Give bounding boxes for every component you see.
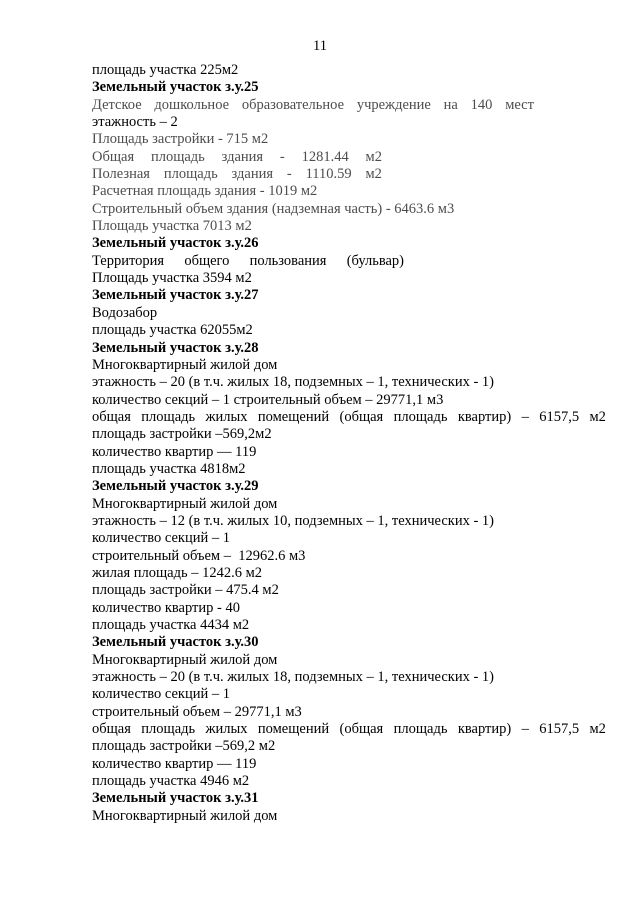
text-line: Водозабор: [92, 304, 158, 321]
plot-heading: Земельный участок з.у.26: [92, 235, 259, 252]
word: (общая: [339, 408, 384, 425]
text-line-justified: [92, 149, 382, 166]
plot-heading: Земельный участок з.у.31: [92, 790, 259, 807]
word: здания: [221, 148, 264, 165]
word: общая: [92, 408, 131, 425]
word: 1281.44: [301, 148, 349, 165]
word: квартир): [457, 721, 512, 738]
text-line: строительный объем – 12962.6 м3: [92, 547, 306, 564]
text-line-justified: [92, 97, 534, 114]
text-line-justified: [92, 721, 606, 738]
text-line: этажность – 20 (в т.ч. жилых 18, подземных – 1, технических - 1): [92, 374, 494, 391]
plot-heading: Земельный участок з.у.28: [92, 339, 259, 356]
word: м2: [365, 148, 382, 165]
text-line: Многоквартирный жилой дом: [92, 651, 278, 668]
text-line: площадь участка 62055м2: [92, 322, 253, 339]
word: Детское: [92, 96, 142, 113]
text-line-justified: [92, 253, 404, 270]
word: помещений: [257, 721, 330, 738]
text-line: Площадь застройки - 715 м2: [92, 131, 269, 148]
word: жилых: [205, 408, 248, 425]
word: общая: [92, 721, 131, 738]
word: площадь: [150, 148, 205, 165]
word: квартир): [457, 408, 512, 425]
text-line: количество квартир - 40: [92, 599, 240, 616]
text-line: жилая площадь – 1242.6 м2: [92, 564, 263, 581]
word: Территория: [92, 252, 165, 269]
text-line: площадь застройки – 475.4 м2: [92, 582, 279, 599]
text-line: Многоквартирный жилой дом: [92, 807, 278, 824]
text-line: количество квартир — 119: [92, 443, 257, 460]
text-line: строительный объем – 29771,1 м3: [92, 703, 302, 720]
word: площадь: [163, 166, 218, 183]
text-line: количество секций – 1 строительный объем – 29771,1 м3: [92, 391, 444, 408]
text-line: Многоквартирный жилой дом: [92, 356, 278, 373]
word: помещений: [257, 408, 330, 425]
plot-heading: Земельный участок з.у.30: [92, 634, 259, 651]
word: 140: [470, 96, 493, 113]
word: пользования: [249, 252, 327, 269]
text-line: Площадь участка 3594 м2: [92, 270, 252, 287]
text-line: этажность – 12 (в т.ч. жилых 10, подземных – 1, технических - 1): [92, 512, 494, 529]
text-line: этажность – 2: [92, 114, 178, 131]
word: Полезная: [92, 166, 150, 183]
plot-heading: Земельный участок з.у.29: [92, 478, 259, 495]
text-line: этажность – 20 (в т.ч. жилых 18, подземных – 1, технических - 1): [92, 669, 494, 686]
word: м2: [589, 721, 606, 738]
text-line: площадь участка 4818м2: [92, 460, 246, 477]
word: м2: [365, 166, 382, 183]
word: (бульвар): [346, 252, 404, 269]
word: площадь: [393, 721, 448, 738]
plot-heading: Земельный участок з.у.25: [92, 79, 259, 96]
word: 6157,5: [539, 408, 580, 425]
text-line: Строительный объем здания (надземная часть) - 6463.6 м3: [92, 200, 455, 217]
word: образовательное: [241, 96, 345, 113]
text-line: площадь участка 4946 м2: [92, 773, 250, 790]
word: площадь: [393, 408, 448, 425]
text-line: площадь участка 225м2: [92, 62, 239, 78]
text-line: Площадь участка 7013 м2: [92, 218, 252, 235]
word: –: [521, 408, 529, 425]
word: м2: [589, 408, 606, 425]
plot-heading: Земельный участок з.у.27: [92, 287, 259, 304]
document-body: [92, 62, 606, 825]
word: жилых: [205, 721, 248, 738]
word: Общая: [92, 148, 135, 165]
word: 1110.59: [305, 166, 352, 183]
text-line-justified: [92, 409, 606, 426]
word: площадь: [141, 408, 196, 425]
word: (общая: [339, 721, 384, 738]
word: -: [279, 148, 285, 165]
text-line: количество квартир — 119: [92, 755, 257, 772]
word: площадь: [141, 721, 196, 738]
word: -: [286, 166, 292, 183]
word: дошкольное: [154, 96, 230, 113]
text-line: площадь участка 4434 м2: [92, 617, 250, 633]
word: общего: [184, 252, 230, 269]
word: –: [521, 721, 529, 738]
text-line: Расчетная площадь здания - 1019 м2: [92, 183, 318, 200]
text-line: Многоквартирный жилой дом: [92, 495, 278, 512]
text-line: площадь застройки –569,2м2: [92, 426, 272, 443]
text-line-justified: [92, 166, 382, 183]
word: мест: [505, 96, 534, 113]
page-number: 11: [313, 38, 327, 54]
word: на: [443, 96, 458, 113]
text-line: площадь застройки –569,2 м2: [92, 738, 276, 755]
word: здания: [231, 166, 274, 183]
word: учреждение: [356, 96, 431, 113]
text-line: количество секций – 1: [92, 686, 230, 703]
word: 6157,5: [539, 721, 580, 738]
text-line: количество секций – 1: [92, 530, 230, 547]
